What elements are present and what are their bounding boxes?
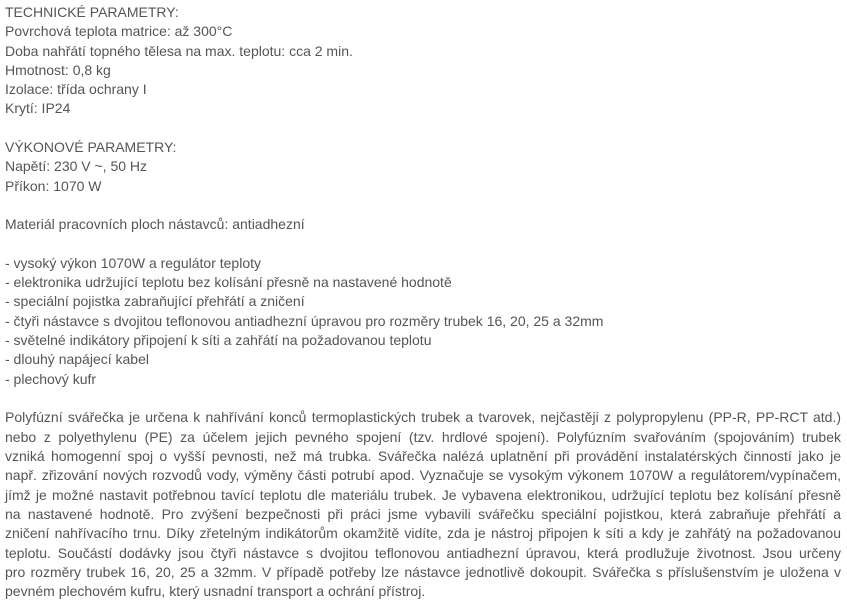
- feature-item: - čtyři nástavce s dvojitou teflonovou antiadhezní úpravou pro rozměry trubek 16, 20, 25 a 32mm: [5, 312, 604, 329]
- description-line: teplotu. Součástí dodávky jsou čtyři nástavce s dvojitou teflonovou antiadhezní úpravou, která prodlužuje životnost. Jsou určeny: [5, 544, 841, 561]
- feature-item: - speciální pojistka zabraňující přehřátí a zničení: [5, 293, 305, 310]
- technical-line-ip-rating: Krytí: IP24: [5, 100, 71, 117]
- description-line: Polyfúzní svářečka je určena k nahřívání konců termoplastických trubek a tvarovek, nejčastěji z polypropylenu (PP-R, PP-RCT atd.): [5, 409, 841, 426]
- technical-line-heating-time: Doba nahřátí topného tělesa na max. teplotu: cca 2 min.: [5, 42, 353, 59]
- product-description: [5, 3, 841, 601]
- description-line: pevném plechovém kufru, který usnadní transport a ochrání přístroj.: [5, 583, 426, 600]
- description-line: na nastavené hodnotě. Pro zvýšení bezpečnosti při práci jsme vybavili svářečku speciální pojistkou, která zabraňuje přehřátí a: [5, 505, 841, 522]
- spacer: [5, 235, 841, 254]
- technical-heading: TECHNICKÉ PARAMETRY:: [5, 4, 179, 20]
- performance-line-voltage: Napětí: 230 V ~, 50 Hz: [5, 158, 148, 175]
- feature-item: - plechový kufr: [5, 370, 97, 387]
- technical-line-insulation: Izolace: třída ochrany I: [5, 81, 147, 98]
- technical-line-weight: Hmotnost: 0,8 kg: [5, 61, 111, 78]
- feature-list: [5, 254, 841, 389]
- description-line: zničení nahřívacího trnu. Díky zřetelným indikátorům okamžitě vidíte, zda je nástroj připojen k síti a kdy je zahřátý na požadovanou: [5, 525, 841, 542]
- spacer: [5, 119, 841, 138]
- description-line: pro rozměry trubek 16, 20, 25 a 32mm. V případě potřeby lze nástavce jednotlivě dokoupit. Svářečka s příslušenstvím je uložena v: [5, 563, 841, 580]
- description-paragraph: [5, 408, 841, 601]
- material-line: Materiál pracovních ploch nástavců: antiadhezní: [5, 216, 305, 233]
- performance-heading: VÝKONOVÉ PARAMETRY:: [5, 139, 177, 156]
- feature-item: - vysoký výkon 1070W a regulátor teploty: [5, 254, 262, 271]
- feature-item: - světelné indikátory připojení k síti a zahřátí na požadovanou teplotu: [5, 332, 432, 349]
- feature-item: - elektronika udržující teplotu bez kolísání přesně na nastavené hodnotě: [5, 274, 452, 291]
- description-line: např. zřizování nových rozvodů vody, výměny části potrubí apod. Vyznačuje se vysokým výkonem 1070W a regulátorem/vypínačem,: [5, 467, 841, 484]
- description-line: jímž je možné nastavit potřebnou tavící teplotu dle materiálu trubek. Je vybavena elektronikou, udržující teplotu bez kolísání přesně: [5, 486, 841, 503]
- technical-line-surface-temperature: Povrchová teplota matrice: až 300°C: [5, 23, 233, 40]
- description-line: nebo z polyethylenu (PE) za účelem jejich pevného spojení (tzv. hrdlové spojení). Polyfúzním svařováním (spojováním) trubek: [5, 428, 841, 445]
- performance-line-power: Příkon: 1070 W: [5, 177, 102, 194]
- feature-item: - dlouhý napájecí kabel: [5, 351, 149, 368]
- description-line: vzniká homogenní spoj o vyšší pevnosti, než má trubka. Svářečka nalézá uplatnění při provádění instalatérských činností jako je: [5, 448, 841, 465]
- spacer: [5, 196, 841, 215]
